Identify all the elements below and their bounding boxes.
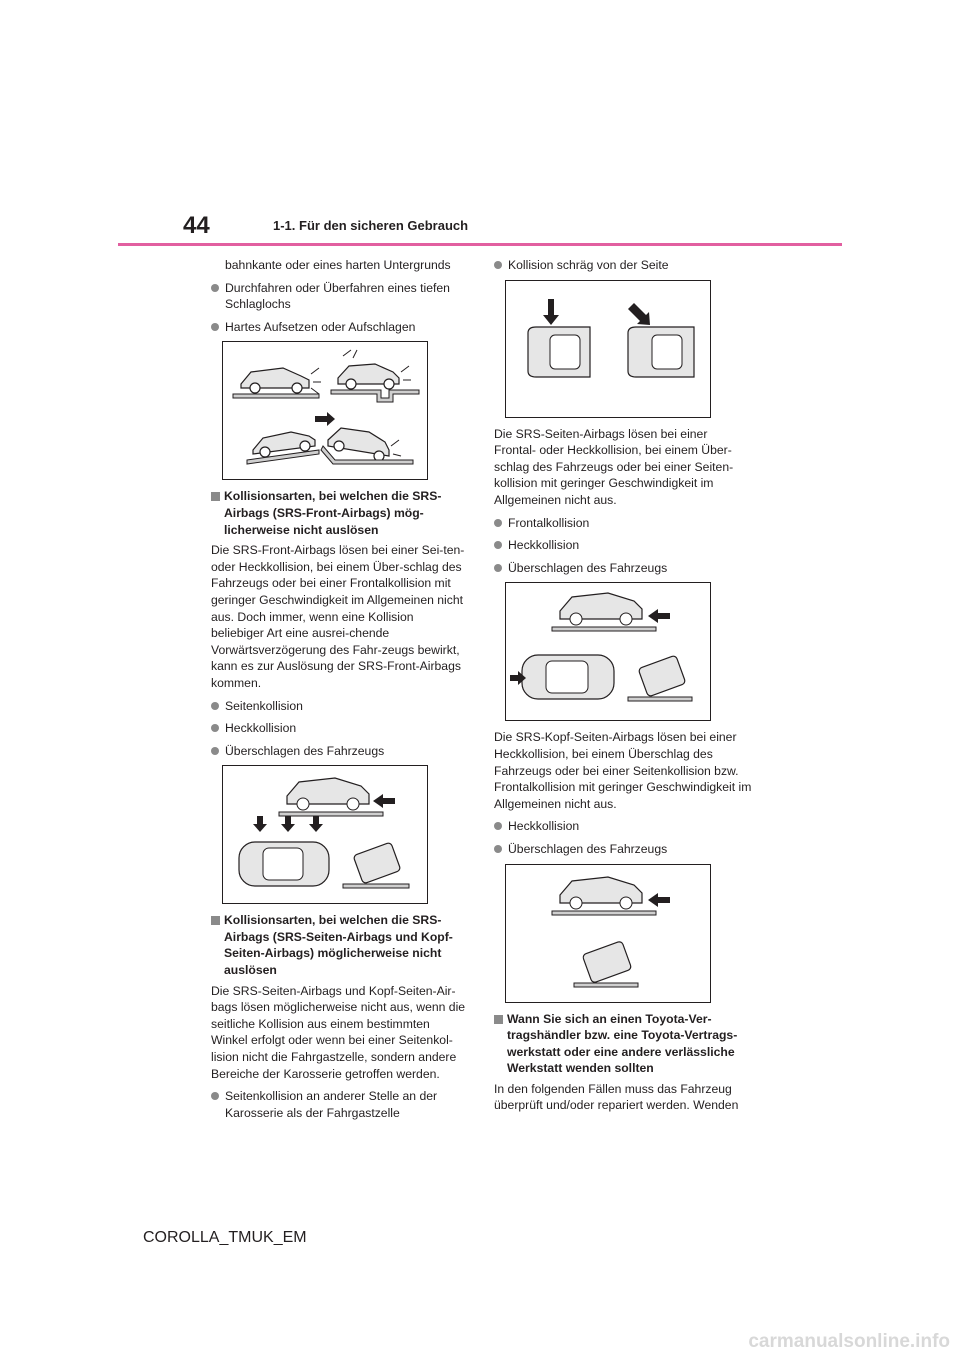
bullet-item: Überschlagen des Fahrzeugs (494, 560, 752, 577)
section-heading: Kollisionsarten, bei welchen die SRS-Airbags (SRS-Front-Airbags) mög-licherweise nicht auslösen (211, 488, 469, 538)
car-rear-rollover-illustration (506, 865, 710, 1002)
bullet-item: Durchfahren oder Überfahren eines tiefen Schlaglochs (211, 280, 469, 313)
bullet-item: Heckkollision (494, 818, 752, 835)
figure-front-rear-rollover (505, 582, 711, 721)
car-impact-illustration (223, 342, 427, 479)
car-oblique-illustration (506, 281, 710, 417)
paragraph: Die SRS-Seiten-Airbags lösen bei einer Frontal- oder Heckkollision, bei einem Über-schlag des Fahrzeugs oder bei einer Seiten-kollision mit geringer Geschwindigkeit im Allgemeinen nicht aus. (494, 426, 734, 507)
figure-rear-rollover (505, 864, 711, 1003)
paragraph: Die SRS-Kopf-Seiten-Airbags lösen bei einer Heckkollision, bei einem Überschlag des Fahrzeugs oder bei einer Seitenkollision bzw. Frontalkollision mit geringer Geschwindigkeit im Allgemeinen nicht aus. (494, 730, 752, 811)
bullet-item: Überschlagen des Fahrzeugs (211, 743, 469, 760)
paragraph: Die SRS-Seiten-Airbags und Kopf-Seiten-Air-bags lösen möglicherweise nicht aus, wenn die seitliche Kollision aus einem bestimmten Winkel erfolgt oder wenn bei einer Seitenkol-lision nicht die Fahrgastzelle, sondern andere Bereiche der Karosserie getroffen werden. (211, 983, 466, 1081)
bullet-item: Seitenkollision (211, 698, 469, 715)
figure-side-rear-rollover (222, 765, 428, 904)
bullet-item: Heckkollision (211, 720, 469, 737)
bullet-item: Hartes Aufsetzen oder Aufschlagen (211, 319, 469, 336)
car-collision-illustration (223, 766, 427, 903)
watermark: carmanualsonline.info (748, 1331, 950, 1352)
section-heading: Wann Sie sich an einen Toyota-Ver-tragshändler bzw. eine Toyota-Vertrags-werkstatt oder eine andere verlässliche Werkstatt wenden sollten (494, 1011, 752, 1077)
car-front-rollover-illustration (506, 583, 710, 720)
paragraph: Die SRS-Front-Airbags lösen bei einer Sei-ten- oder Heckkollision, bei einem Über-schlag des Fahrzeugs oder bei einer Frontalkollision mit geringer Geschwindigkeit im Allgemeinen nicht aus. Doch immer, wenn eine Kollision beliebiger Art eine ausrei-chende Vorwärtsverzögerung des Fahr-zeugs bewirkt, kann es zur Auslösung der SRS-Front-Airbags kommen. (211, 543, 465, 690)
bullet-item: Überschlagen des Fahrzeugs (494, 841, 752, 858)
figure-pothole-collision (222, 341, 428, 480)
section-heading: Kollisionsarten, bei welchen die SRS-Airbags (SRS-Seiten-Airbags und Kopf-Seiten-Airbags) möglicherweise nicht auslösen (211, 912, 469, 978)
bullet-item: Seitenkollision an anderer Stelle an der Karosserie als der Fahrgastzelle (211, 1088, 469, 1121)
paragraph: In den folgenden Fällen muss das Fahrzeug überprüft und/oder repariert werden. Wenden (494, 1081, 739, 1113)
left-column (211, 257, 469, 1127)
bullet-item: Frontalkollision (494, 515, 752, 532)
figure-oblique-collision (505, 280, 711, 418)
bullet-item: Kollision schräg von der Seite (494, 257, 752, 274)
right-column (494, 257, 752, 1120)
page-number: 44 (183, 212, 210, 239)
continued-text: bahnkante oder eines harten Untergrunds (225, 258, 451, 272)
section-title: 1-1. Für den sicheren Gebrauch (273, 218, 469, 233)
header-divider (118, 243, 842, 246)
bullet-item: Heckkollision (494, 537, 752, 554)
footer-code: COROLLA_TMUK_EM (143, 1229, 307, 1246)
